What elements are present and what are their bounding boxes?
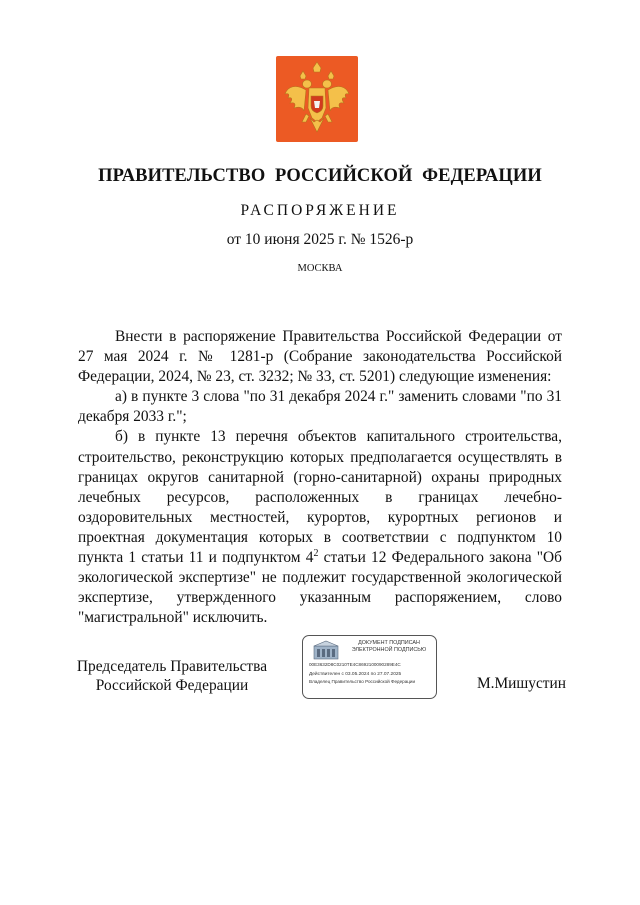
document-type: РАСПОРЯЖЕНИЕ bbox=[240, 202, 400, 219]
electronic-signature-stamp bbox=[302, 635, 437, 699]
signatory-name: М.Мишустин bbox=[476, 675, 566, 692]
stamp-heading-line2: ЭЛЕКТРОННОЙ ПОДПИСЬЮ bbox=[351, 647, 427, 653]
signatory-title bbox=[76, 657, 268, 695]
superscript: 2 bbox=[313, 547, 319, 559]
stamp-heading bbox=[343, 640, 435, 654]
signature-certificate-icon bbox=[313, 640, 339, 660]
coat-of-arms-emblem bbox=[276, 56, 358, 142]
stamp-validity: Действителен с 03.05.2024 по 27.07.2025 bbox=[309, 672, 402, 677]
paragraph-item-b bbox=[78, 427, 562, 628]
paragraph-intro: Внести в распоряжение Правительства Российской Федерации от 27 мая 2024 г. № 1281-р (Собрание законодательства Российской Федерации, 2024, № 23, ст. 3232; № 33, ст. 5201) следующие изменения: bbox=[78, 328, 562, 386]
stamp-heading-line1: ДОКУМЕНТ ПОДПИСАН bbox=[358, 640, 420, 646]
document-date-number: от 10 июня 2025 г. № 1526-р bbox=[226, 231, 414, 248]
russian-coat-of-arms-icon bbox=[276, 56, 358, 142]
paragraph-item-b-part2: статьи 12 Федерального закона "Об экологической экспертизе" не подлежит государственной экологической экспертизе, утвержденного указанным распоряжением, слово "магистральной" исключить. bbox=[78, 549, 562, 627]
order-body bbox=[78, 327, 562, 628]
paragraph-item-a: а) в пункте 3 слова "по 31 декабря 2024 г." заменить словами "по 31 декабря 2033 г."; bbox=[78, 388, 562, 426]
stamp-certificate-number: 00E3632D8C0210TE4C8692100090289E4C bbox=[309, 662, 401, 667]
signatory-title-line1: Председатель Правительства bbox=[76, 658, 268, 675]
signatory-title-line2: Российской Федерации bbox=[95, 677, 249, 694]
document-city: МОСКВА bbox=[297, 263, 343, 274]
paragraph-item-b-part1: б) в пункте 13 перечня объектов капитального строительства, строительство, реконструкцию которых предполагается осуществлять в границах округов санитарной (горно-санитарной) охраны природных лечебных ресурсов, расположенных в границах лечебно-оздоровительных местностей, курортов, курортных регионов и проектная документация которых в соответствии с подпунктом 10 пункта 1 статьи 11 и подпунктом 4 bbox=[78, 428, 562, 567]
government-title: ПРАВИТЕЛЬСТВО РОССИЙСКОЙ ФЕДЕРАЦИИ bbox=[98, 166, 542, 186]
stamp-owner: Владелец Правительство Российской Федерации bbox=[309, 679, 416, 684]
